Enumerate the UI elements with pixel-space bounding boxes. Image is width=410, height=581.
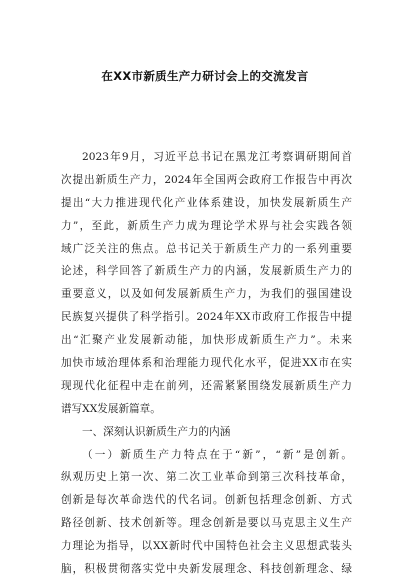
section-heading: 一、深刻认识新质生产力的内涵: [82, 425, 231, 438]
paragraph-line: 创新是每次革命迭代的代名词。创新包括理念创新、方式: [61, 494, 352, 507]
paragraph-line: 加快市域治理体系和治理能力现代化水平，促进XX市在实: [61, 357, 352, 370]
paragraph-line: 2023年9月，习近平总书记在黑龙江考察调研期间首: [82, 151, 352, 163]
paragraph-line: 谱写XX发展新篇章。: [61, 402, 161, 415]
paragraph-line: 脑，积极贯彻落实党中央新发展理念、科技创新理念、绿: [61, 563, 352, 576]
paragraph-line: 域广泛关注的焦点。总书记关于新质生产力的一系列重要: [61, 242, 352, 255]
paragraph-line: 次提出新质生产力，2024年全国两会政府工作报告中再次: [61, 173, 352, 186]
paragraph-line: （一）新质生产力特点在于“新”，“新”是创新。: [82, 448, 352, 461]
paragraph-line: 力理论为指导，以XX新时代中国特色社会主义思想武装头: [61, 540, 352, 553]
paragraph-line: 重要意义，以及如何发展新质生产力，为我们的强国建设: [61, 288, 352, 301]
paragraph-line: 论述，科学回答了新质生产力的内涵，发展新质生产力的: [61, 265, 352, 278]
paragraph-line: 出“汇聚产业发展新动能，加快形成新质生产力”。未来: [61, 334, 352, 347]
document-title: 在XX市新质生产力研讨会上的交流发言: [101, 69, 309, 83]
paragraph-line: 路径创新、技术创新等。理念创新是要以马克思主义生产: [61, 517, 352, 530]
paragraph-line: 民族复兴提供了科学指引。2024年XX市政府工作报告中提: [61, 311, 352, 324]
paragraph-line: 提出“大力推进现代化产业体系建设，加快发展新质生产: [61, 196, 352, 209]
paragraph-line: 现现代化征程中走在前列，还需紧紧围绕发展新质生产力: [61, 379, 352, 392]
paragraph-line: 纵观历史上第一次、第二次工业革命到第三次科技革命，: [61, 471, 352, 484]
paragraph-line: 力”，至此，新质生产力成为理论学术界与社会实践各领: [61, 219, 352, 232]
document-body: [61, 146, 352, 581]
